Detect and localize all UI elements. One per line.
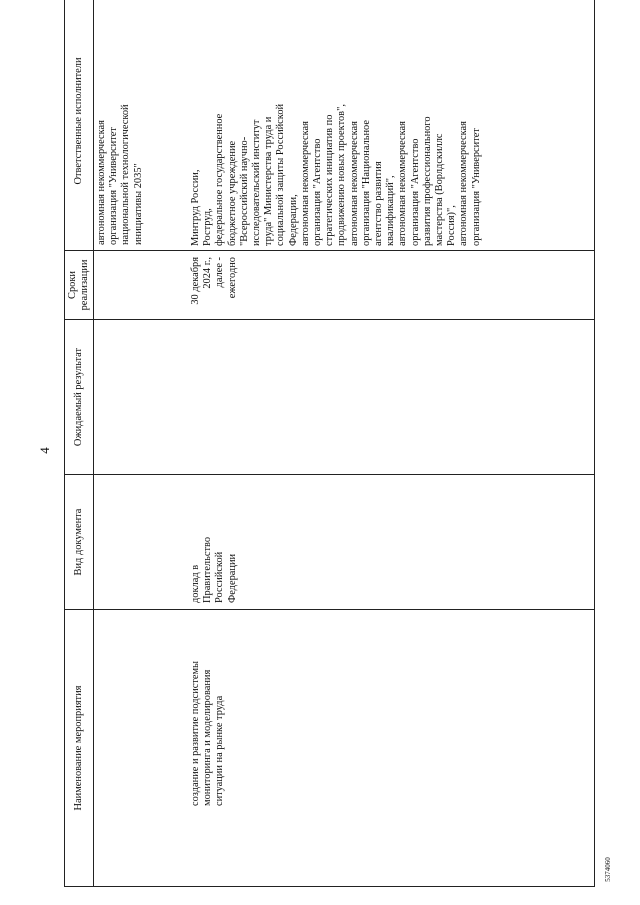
executors: Минтруд России, Роструд, федеральное государственное бюджетное учреждение "Всероссийский научно- исследовательский институт труда" Министерства труда и социальной защиты Российской Федерации, автономная некоммерческая организация "Агентство стратегических инициатив по продвижению новых проектов", автономная некоммерческая организация "Национальное агентство развития квалификаций", автономная некоммерческая организация "Агентство развития профессионального мастерства (Ворлдскиллс Россия)", автономная некоммерческая организация "Университет <box>190 103 482 246</box>
cell-result <box>94 320 595 475</box>
rotated-page <box>64 17 596 887</box>
header-deadline: Сроки реализации <box>65 251 94 320</box>
plan-table <box>64 0 595 887</box>
deadline: 30 декабря 2024 г., далее - ежегодно <box>190 257 238 305</box>
table-row <box>94 0 595 887</box>
table-header-row <box>65 0 94 887</box>
event-name: создание и развитие подсистемы мониторинга и моделирования ситуации на рынке труда <box>190 660 226 806</box>
header-name: Наименование мероприятия <box>65 610 94 887</box>
cell-deadline <box>94 251 595 320</box>
header-result: Ожидаемый результат <box>65 320 94 475</box>
page-number: 4 <box>36 447 52 454</box>
doc-type: доклад в Правительство Российской Федерации <box>190 536 238 603</box>
cell-name <box>94 610 595 887</box>
continuation-executors: автономная некоммерческая организация "Университет национальной технологической инициативы 2035" <box>96 104 144 245</box>
document-code: 5374060 <box>603 857 612 882</box>
header-executors: Ответственные исполнители <box>65 0 94 251</box>
header-doc-type: Вид документа <box>65 475 94 610</box>
cell-executors <box>94 0 595 251</box>
cell-doc-type <box>94 475 595 610</box>
